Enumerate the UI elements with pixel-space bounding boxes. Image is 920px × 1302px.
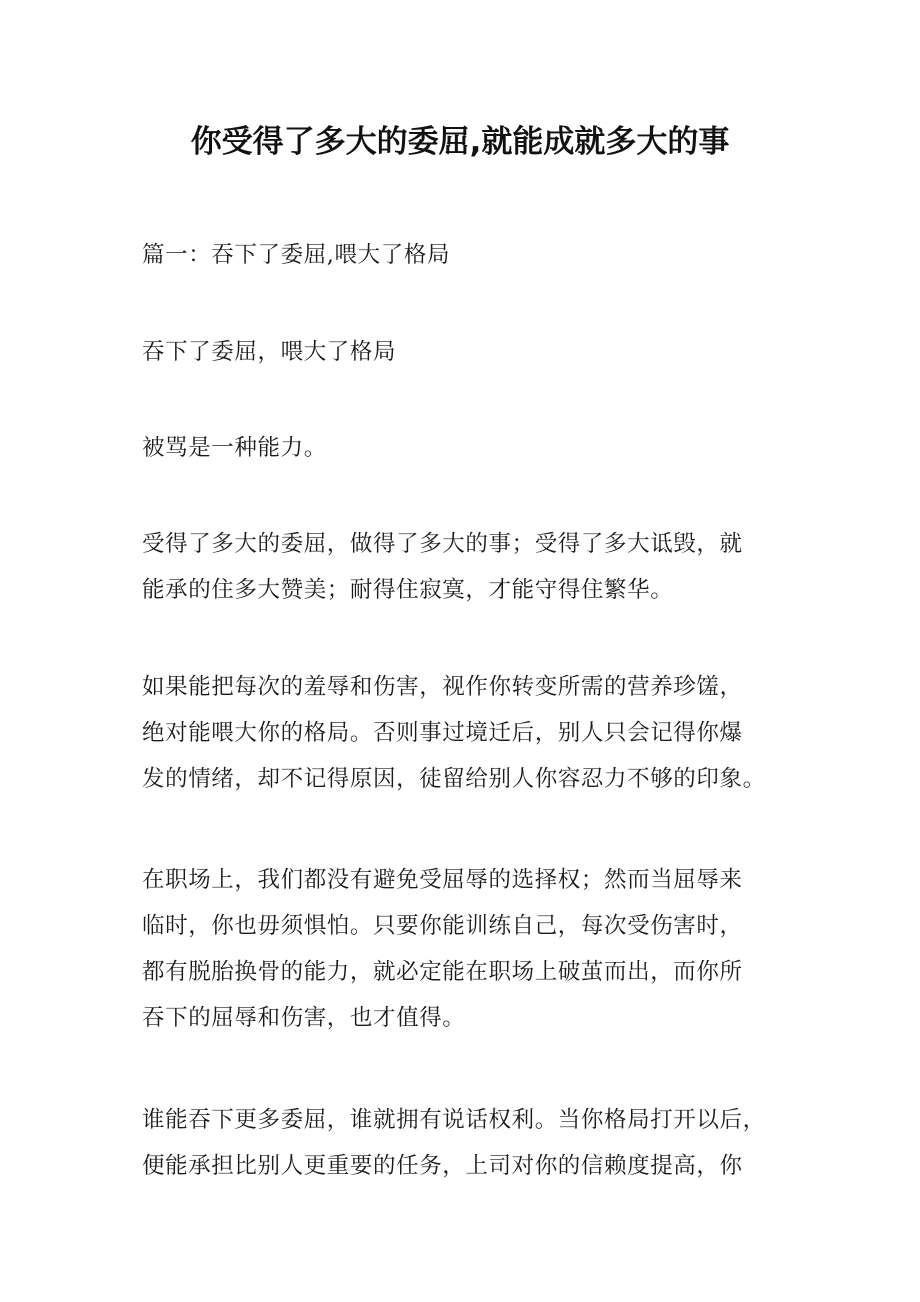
paragraph-line: 便能承担比别人更重要的任务，上司对你的信赖度提高，你 [142,1153,743,1179]
paragraph-line: 都有脱胎换骨的能力，就必定能在职场上破茧而出，而你所 [142,959,743,985]
document-title: 你受得了多大的委屈,就能成就多大的事 [190,124,730,160]
paragraph-line: 临时，你也毋须惧怕。只要你能训练自己，每次受伤害时， [142,913,743,939]
paragraph-line: 吞下的屈辱和伤害，也才值得。 [142,1005,466,1031]
paragraph-line: 如果能把每次的羞辱和伤害，视作你转变所需的营养珍馐， [142,674,743,700]
paragraph-line: 被骂是一种能力。 [142,435,327,461]
paragraph-line: 篇一：吞下了委屈,喂大了格局 [142,242,451,268]
paragraph [142,329,782,375]
paragraph [142,857,782,1041]
paragraph [142,521,782,613]
paragraph-line: 绝对能喂大你的格局。否则事过境迁后，别人只会记得你爆 [142,720,743,746]
paragraph-line: 受得了多大的委屈，做得了多大的事；受得了多大诋毁，就 [142,531,743,557]
paragraph-line: 在职场上，我们都没有避免受屈辱的选择权；然而当屈辱来 [142,867,743,893]
paragraph [142,664,782,802]
paragraph [142,1097,782,1189]
paragraph-line: 谁能吞下更多委屈，谁就拥有说话权利。当你格局打开以后， [142,1107,766,1133]
paragraph-line: 能承的住多大赞美；耐得住寂寞，才能守得住繁华。 [142,577,674,603]
section-heading [142,232,782,278]
paragraph [142,425,782,471]
paragraph-line: 发的情绪，却不记得原因，徒留给别人你容忍力不够的印象。 [142,766,766,792]
paragraph-line: 吞下了委屈，喂大了格局 [142,339,397,365]
